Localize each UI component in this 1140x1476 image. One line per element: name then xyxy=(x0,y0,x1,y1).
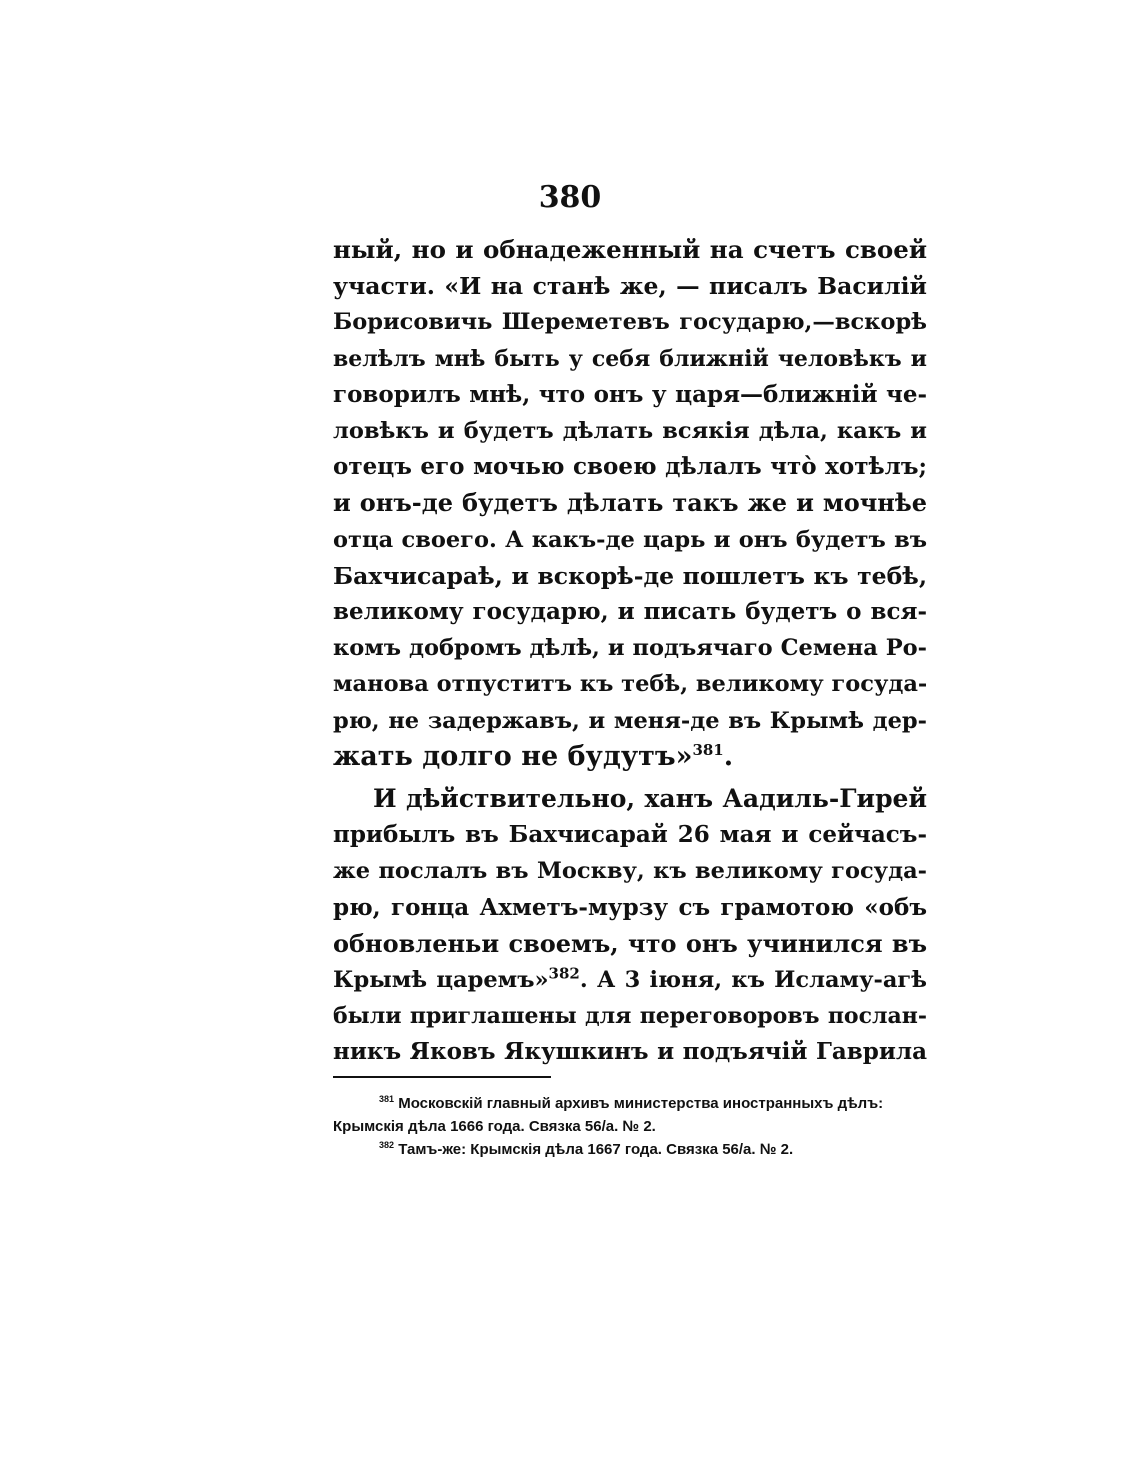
text-line: и онъ-де будетъ дѣлать такъ же и мочнѣе xyxy=(333,488,927,518)
text-line: комъ добромъ дѣлѣ, и подъячаго Семена Ро- xyxy=(333,635,927,662)
text-line-part: Крымѣ царемъ» xyxy=(333,967,549,994)
footnote-text: Московскій главный архивъ министерства иностранныхъ дѣлъ: xyxy=(398,1095,884,1112)
text-line: манова отпуститъ къ тебѣ, великому госуда- xyxy=(333,671,928,698)
text-line-part: . xyxy=(723,740,734,772)
text-line: отца своего. А какъ-де царь и онъ будетъ въ xyxy=(333,526,927,553)
text-line: отецъ его мочью своею дѣлалъ что̀ хотѣлъ; xyxy=(333,453,927,481)
footnotes xyxy=(333,1092,927,1161)
text-line: ловѣкъ и будетъ дѣлать всякія дѣла, какъ и xyxy=(333,418,927,445)
footnote-text: Тамъ-же: Крымскія дѣла 1667 года. Связка 56/а. № 2. xyxy=(398,1141,794,1158)
footnote-continuation: Крымскія дѣла 1666 года. Связка 56/а. № 2. xyxy=(333,1118,656,1135)
text-line: были приглашены для переговоровъ послан- xyxy=(333,1003,927,1030)
text-line: обновленьи своемъ, что онъ учинился въ xyxy=(333,928,927,958)
text-line-part: . А 3 іюня, къ Исламу-агѣ xyxy=(579,967,928,994)
footnote-382 xyxy=(333,1138,927,1161)
footnote-381 xyxy=(333,1092,927,1115)
footnote-reference-381: 381 xyxy=(692,740,724,759)
page-number: 380 xyxy=(538,180,602,215)
text-line: Бахчисараѣ, и вскорѣ-де пошлетъ къ тебѣ, xyxy=(333,561,927,590)
text-line: велѣлъ мнѣ быть у себя ближній человѣкъ и xyxy=(333,345,927,372)
text-line: Борисовичь Шереметевъ государю,—вскорѣ xyxy=(333,309,927,336)
body-text xyxy=(333,232,927,1071)
text-line xyxy=(333,739,927,775)
text-line: говорилъ мнѣ, что онъ у царя—ближній че- xyxy=(333,380,927,408)
footnote-reference-382: 382 xyxy=(548,964,580,983)
footnote-number: 381 xyxy=(379,1094,395,1104)
text-line: ный, но и обнадеженный на счетъ своей xyxy=(333,235,927,264)
text-line: никъ Яковъ Якушкинъ и подъячій Гаврила xyxy=(333,1038,927,1066)
footnote-separator xyxy=(333,1076,551,1078)
text-line: рю, гонца Ахметъ-мурзу съ грамотою «объ xyxy=(333,893,927,921)
text-line: великому государю, и писать будетъ о вся- xyxy=(333,598,927,626)
footnote-number: 382 xyxy=(379,1140,395,1150)
text-line: И дѣйствительно, ханъ Аадиль-Гирей xyxy=(373,784,927,814)
text-line: прибылъ въ Бахчисарай 26 мая и сейчасъ- xyxy=(333,821,927,849)
text-line: участи. «И на станѣ же, — писалъ Василій xyxy=(333,272,927,301)
text-line: же послалъ въ Москву, къ великому госуда- xyxy=(333,858,927,885)
text-line: рю, не задержавъ, и меня-де въ Крымѣ дер- xyxy=(333,707,927,734)
text-line-part: жать долго не будутъ» xyxy=(333,740,693,772)
text-line xyxy=(333,962,927,998)
